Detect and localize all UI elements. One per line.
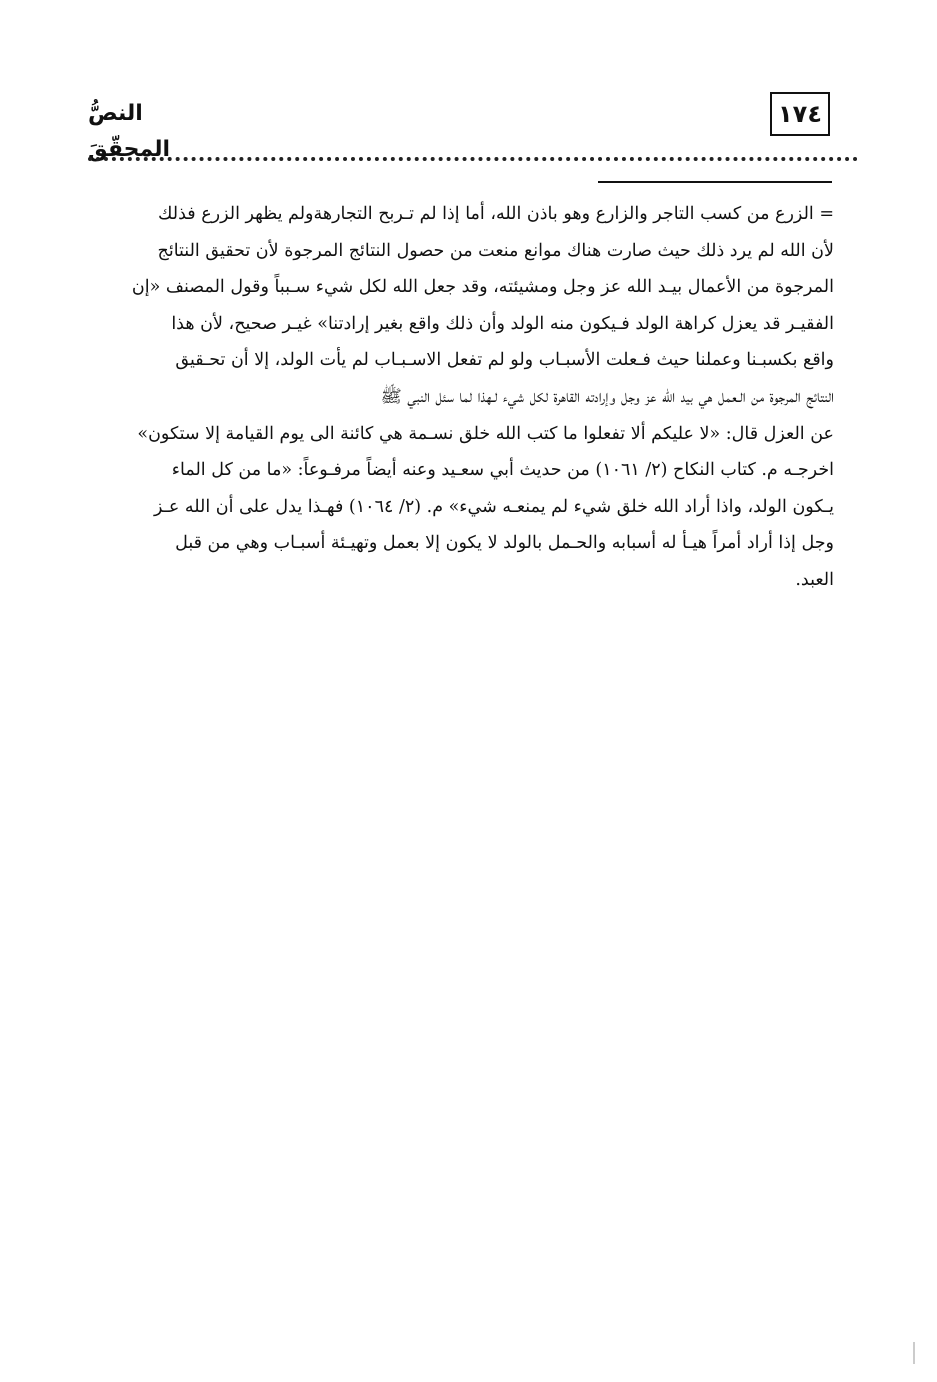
header-dotted-divider <box>88 157 858 161</box>
page-number: ١٧٤ <box>778 100 822 128</box>
footnote-line: المرجوة من الأعمال بيـد الله عز وجل ومشيئته، وقد جعل الله لكل شيء سـبباً وقول المصنف «إن <box>131 277 834 298</box>
running-title: النصُّ المحقّقَ <box>88 101 171 162</box>
page-number-box <box>770 92 830 136</box>
footnote-line: يـكون الولد، واذا أراد الله خلق شيء لم يمنعـه شيء» م. (٢/ ١٠٦٤) فهـذا يدل على أن الله عـز <box>154 496 834 517</box>
footnote-line: اخرجـه م. كتاب النكاح (٢/ ١٠٦١) من حديث أبي سعـيد وعنه أيضاً مرفـوعاً: «ما من كل الماء <box>171 460 834 481</box>
footnote-text-block <box>82 196 834 599</box>
scan-edge-mark <box>913 1342 915 1364</box>
footnote-line: العبد. <box>795 569 834 590</box>
footnote-line: واقع بكسبـنا وعملنا حيث فـعلت الأسبـاب ولو لم تفعل الاسـبـاب لم يأت الولد، إلا أن تحـقيق <box>175 350 834 371</box>
footnote-line: الفقيـر قد يعزل كراهة الولد فـيكون منه الولد وأن ذلك واقع بغير إرادتنا» غيـر صحيح، لأن هذا <box>171 313 834 334</box>
footnote-line: النتائج المرجوة من الـعمل هي بيد الله عز وجل وإرادته القاهرة لكل شيء لـهذا لما سئل النبي ﷺ <box>380 386 834 407</box>
footnote-line: وجل إذا أراد أمراً هيـأ له أسبابه والحـمل بالولد لا يكون إلا بعمل وتهيـئة أسبـاب وهي من قبل <box>175 533 834 554</box>
footnote-line: لأن الله لم يرد ذلك حيث صارت هناك موانع منعت من حصول النتائج المرجوة لأن تحقيق النتائج <box>157 240 834 261</box>
footnote-separator <box>598 181 832 183</box>
footnote-line: عن العزل قال: «لا عليكم ألا تفعلوا ما كتب الله خلق نسـمة هي كائنة الى يوم القيامة إلا ستكون» <box>137 423 834 444</box>
footnote-line: = الزرع من كسب التاجر والزارع وهو باذن الله، أما إذا لم تـربح التجارهةولم يظهر الزرع فذلك <box>158 204 834 224</box>
